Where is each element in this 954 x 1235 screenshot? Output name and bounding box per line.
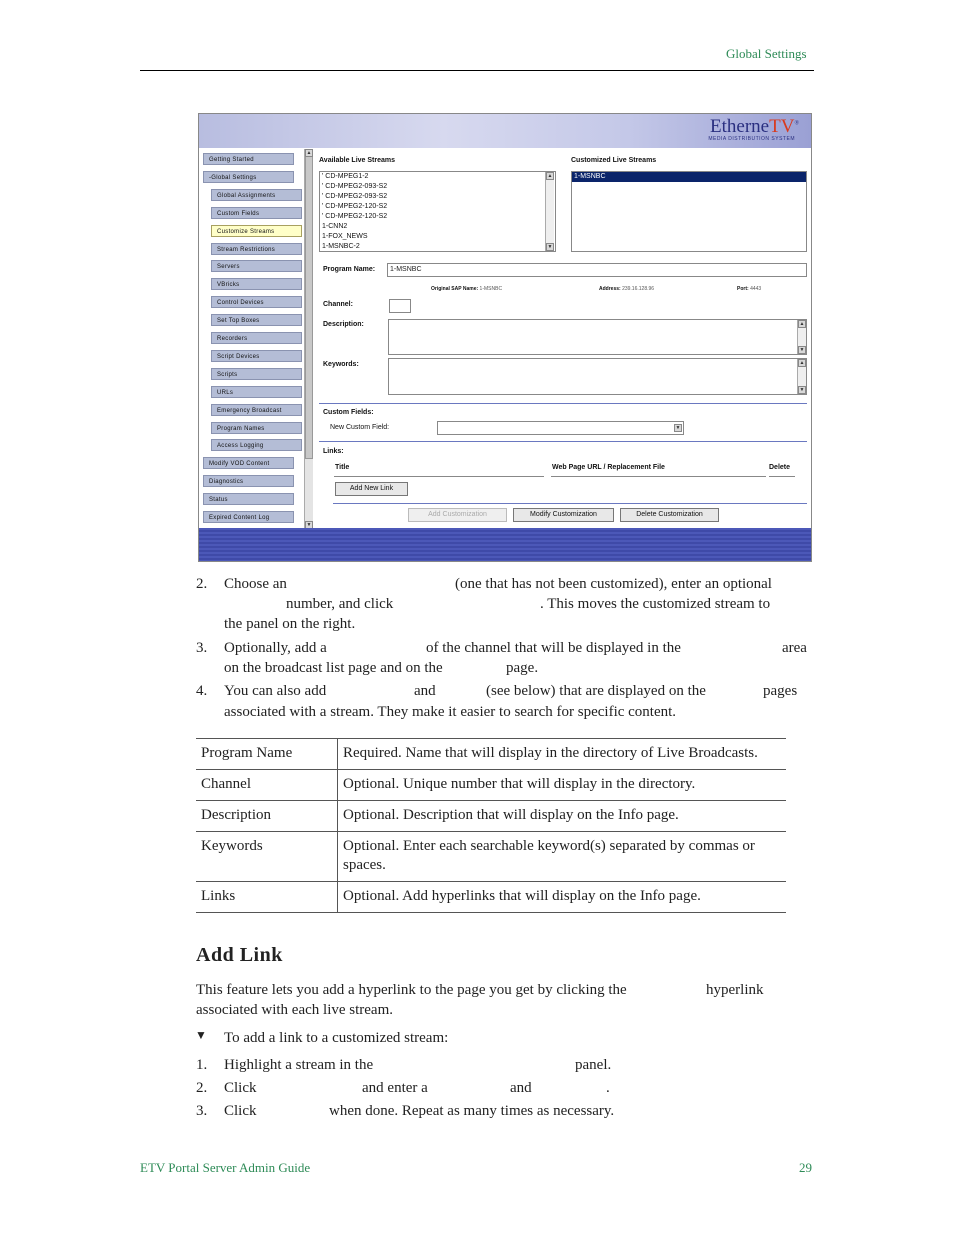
divider xyxy=(333,503,807,504)
program-name-label: Program Name: xyxy=(323,266,376,273)
list-item[interactable]: ' CD-MPEG2-093-S2 xyxy=(322,193,388,200)
intro-text: This feature lets you add a hyperlink to the page you get by clicking the xyxy=(196,982,627,998)
delete-customization-button[interactable]: Delete Customization xyxy=(620,508,719,522)
chevron-down-icon[interactable]: ▼ xyxy=(675,425,681,431)
list-down-icon[interactable]: ▼ xyxy=(547,244,553,250)
step-number: 4. xyxy=(196,683,208,699)
program-name-input[interactable]: 1-MSNBC xyxy=(387,263,807,277)
column-delete: Delete xyxy=(769,464,791,471)
channel-input[interactable] xyxy=(389,299,411,313)
sidebar-scrollbar[interactable] xyxy=(304,149,313,529)
triangle-bullet-icon: ▼ xyxy=(195,1028,207,1042)
step-text: and xyxy=(414,683,436,699)
step-number: 2. xyxy=(196,1080,208,1096)
step-number: 3. xyxy=(196,1103,208,1119)
description-scrollbar[interactable] xyxy=(797,320,806,354)
table-row xyxy=(196,770,786,801)
sidebar-item[interactable]: URLs xyxy=(211,386,302,398)
stream-address: Address: 239.16.128.96 xyxy=(599,286,655,292)
divider xyxy=(319,441,807,442)
table-row xyxy=(196,801,786,832)
field-description-cell: Optional. Unique number that will display in the directory. xyxy=(338,770,787,801)
scroll-down-icon[interactable]: ▼ xyxy=(306,522,312,528)
step-text: the panel on the right. xyxy=(224,616,356,632)
column-rule xyxy=(334,476,544,477)
brand-banner xyxy=(199,114,811,148)
sidebar-item[interactable]: Modify VOD Content xyxy=(203,457,294,469)
kw-up-icon[interactable]: ▲ xyxy=(799,360,805,366)
new-custom-field-label: New Custom Field: xyxy=(330,424,390,431)
sidebar-item[interactable]: Emergency Broadcast xyxy=(211,404,302,416)
sidebar-item[interactable]: Custom Fields xyxy=(211,207,302,219)
step-number: 2. xyxy=(196,576,208,592)
step-text: of the channel that will be displayed in the xyxy=(426,640,681,656)
column-title: Title xyxy=(335,464,350,471)
list-item[interactable]: 1-FOX_NEWS xyxy=(322,233,368,240)
list-item[interactable]: 1-CNN2 xyxy=(322,223,348,230)
sidebar-nav xyxy=(199,148,316,528)
list-up-icon[interactable]: ▲ xyxy=(547,173,553,179)
intro-text: hyperlink xyxy=(706,982,764,998)
step-text: Click xyxy=(224,1080,257,1096)
column-rule xyxy=(769,476,795,477)
keywords-scrollbar[interactable] xyxy=(797,359,806,394)
custom-fields-label: Custom Fields: xyxy=(323,409,374,416)
divider xyxy=(319,403,807,404)
running-header: Global Settings xyxy=(726,46,807,61)
table-row xyxy=(196,882,786,913)
step-text: . This moves the customized stream to xyxy=(540,596,771,612)
modify-customization-button[interactable]: Modify Customization xyxy=(513,508,614,522)
admin-screenshot xyxy=(198,113,812,562)
kw-down-icon[interactable]: ▼ xyxy=(799,387,805,393)
sidebar-item[interactable]: Customize Streams xyxy=(211,225,302,237)
step-text: when done. Repeat as many times as necessary. xyxy=(329,1103,615,1119)
add-customization-button[interactable]: Add Customization xyxy=(408,508,507,522)
column-url: Web Page URL / Replacement File xyxy=(552,464,665,471)
sidebar-item[interactable]: Control Devices xyxy=(211,296,302,308)
sidebar-item[interactable]: Script Devices xyxy=(211,350,302,362)
description-textarea[interactable] xyxy=(388,319,807,355)
stream-port: Port: 4443 xyxy=(737,286,762,292)
step-text: . xyxy=(606,1080,610,1096)
step-text: associated with a stream. They make it easier to search for specific content. xyxy=(224,704,677,720)
field-name-cell: Description xyxy=(196,801,338,832)
sidebar-item[interactable]: Set Top Boxes xyxy=(211,314,302,326)
table-row xyxy=(196,832,786,882)
sidebar-item[interactable]: -Global Settings xyxy=(203,171,294,183)
column-rule xyxy=(551,476,766,477)
field-name-cell: Links xyxy=(196,882,338,913)
brand-logo: EtherneTV® xyxy=(710,116,799,137)
keywords-textarea[interactable] xyxy=(388,358,807,395)
step-text: area xyxy=(782,640,807,656)
step-text: page. xyxy=(506,660,539,676)
field-name-cell: Channel xyxy=(196,770,338,801)
section-heading: Add Link xyxy=(196,944,283,966)
sidebar-item[interactable]: Diagnostics xyxy=(203,475,294,487)
step-number: 3. xyxy=(196,640,208,656)
channel-label: Channel: xyxy=(323,301,353,308)
step-text: number, and click xyxy=(286,596,394,612)
step-text: and enter a xyxy=(362,1080,428,1096)
sidebar-item[interactable]: Stream Restrictions xyxy=(211,243,302,255)
step-text: (one that has not been customized), enter an optional xyxy=(455,576,772,592)
sidebar-item[interactable]: Expired Content Log xyxy=(203,511,294,523)
field-description-cell: Optional. Add hyperlinks that will display on the Info page. xyxy=(338,882,787,913)
step-text: Optionally, add a xyxy=(224,640,327,656)
field-description-cell: Optional. Description that will display on the Info page. xyxy=(338,801,787,832)
list-item[interactable]: 1-MSNBC xyxy=(572,172,806,182)
step-text: You can also add xyxy=(224,683,327,699)
links-label: Links: xyxy=(323,448,344,455)
new-custom-field-select[interactable] xyxy=(437,421,684,435)
field-definitions-table xyxy=(196,738,786,913)
footer-title: ETV Portal Server Admin Guide xyxy=(140,1160,311,1175)
field-name-cell: Program Name xyxy=(196,739,338,770)
list-item[interactable]: ' CD-MPEG2-120-S2 xyxy=(322,203,388,210)
desc-down-icon[interactable]: ▼ xyxy=(799,347,805,353)
available-streams-list[interactable] xyxy=(319,171,556,252)
desc-up-icon[interactable]: ▲ xyxy=(799,321,805,327)
sidebar-item[interactable]: Status xyxy=(203,493,294,505)
field-name-cell: Keywords xyxy=(196,832,338,882)
step-number: 1. xyxy=(196,1057,208,1073)
step-text: on the broadcast list page and on the xyxy=(224,660,443,676)
sidebar-item[interactable]: Global Assignments xyxy=(211,189,302,201)
customized-streams-label: Customized Live Streams xyxy=(571,157,657,164)
available-streams-label: Available Live Streams xyxy=(319,157,396,164)
description-label: Description: xyxy=(323,321,364,328)
sidebar-item[interactable]: VBricks xyxy=(211,278,302,290)
step-text: (see below) that are displayed on the xyxy=(486,683,706,699)
page-number: 29 xyxy=(799,1160,812,1175)
step-text: Click xyxy=(224,1103,257,1119)
sidebar-item[interactable]: Getting Started xyxy=(203,153,294,165)
field-description-cell: Optional. Enter each searchable keyword(s) separated by commas or spaces. xyxy=(338,832,787,882)
sidebar-item[interactable]: Access Logging xyxy=(211,439,302,451)
add-new-link-button[interactable]: Add New Link xyxy=(335,482,408,496)
sidebar-item[interactable]: Servers xyxy=(211,260,302,272)
scroll-up-icon[interactable]: ▲ xyxy=(306,150,312,156)
original-sap-name: Original SAP Name: 1-MSNBC xyxy=(431,286,503,292)
intro-text: associated with each live stream. xyxy=(196,1002,394,1018)
list-item[interactable]: ' CD-MPEG1-2 xyxy=(322,173,369,180)
sidebar-item[interactable]: Recorders xyxy=(211,332,302,344)
step-text: Choose an xyxy=(224,576,287,592)
list-item[interactable]: 1-MSNBC-2 xyxy=(322,243,360,250)
keywords-label: Keywords: xyxy=(323,361,359,368)
step-text: panel. xyxy=(575,1057,612,1073)
step-text: pages xyxy=(763,683,798,699)
list-item[interactable]: ' CD-MPEG2-093-S2 xyxy=(322,183,388,190)
field-description-cell: Required. Name that will display in the directory of Live Broadcasts. xyxy=(338,739,787,770)
step-text: Highlight a stream in the xyxy=(224,1057,374,1073)
brand-tagline: MEDIA DISTRIBUTION SYSTEM xyxy=(708,136,795,142)
sidebar-item[interactable]: Scripts xyxy=(211,368,302,380)
sidebar-item[interactable]: Program Names xyxy=(211,422,302,434)
step-text: and xyxy=(510,1080,532,1096)
table-row xyxy=(196,739,786,770)
list-item[interactable]: ' CD-MPEG2-120-S2 xyxy=(322,213,388,220)
procedure-intro: To add a link to a customized stream: xyxy=(224,1030,449,1046)
scroll-thumb[interactable] xyxy=(305,151,313,459)
customized-streams-list[interactable] xyxy=(571,171,807,252)
footer-bar xyxy=(199,528,811,561)
available-list-scrollbar[interactable] xyxy=(545,172,554,251)
header-rule xyxy=(140,70,814,71)
